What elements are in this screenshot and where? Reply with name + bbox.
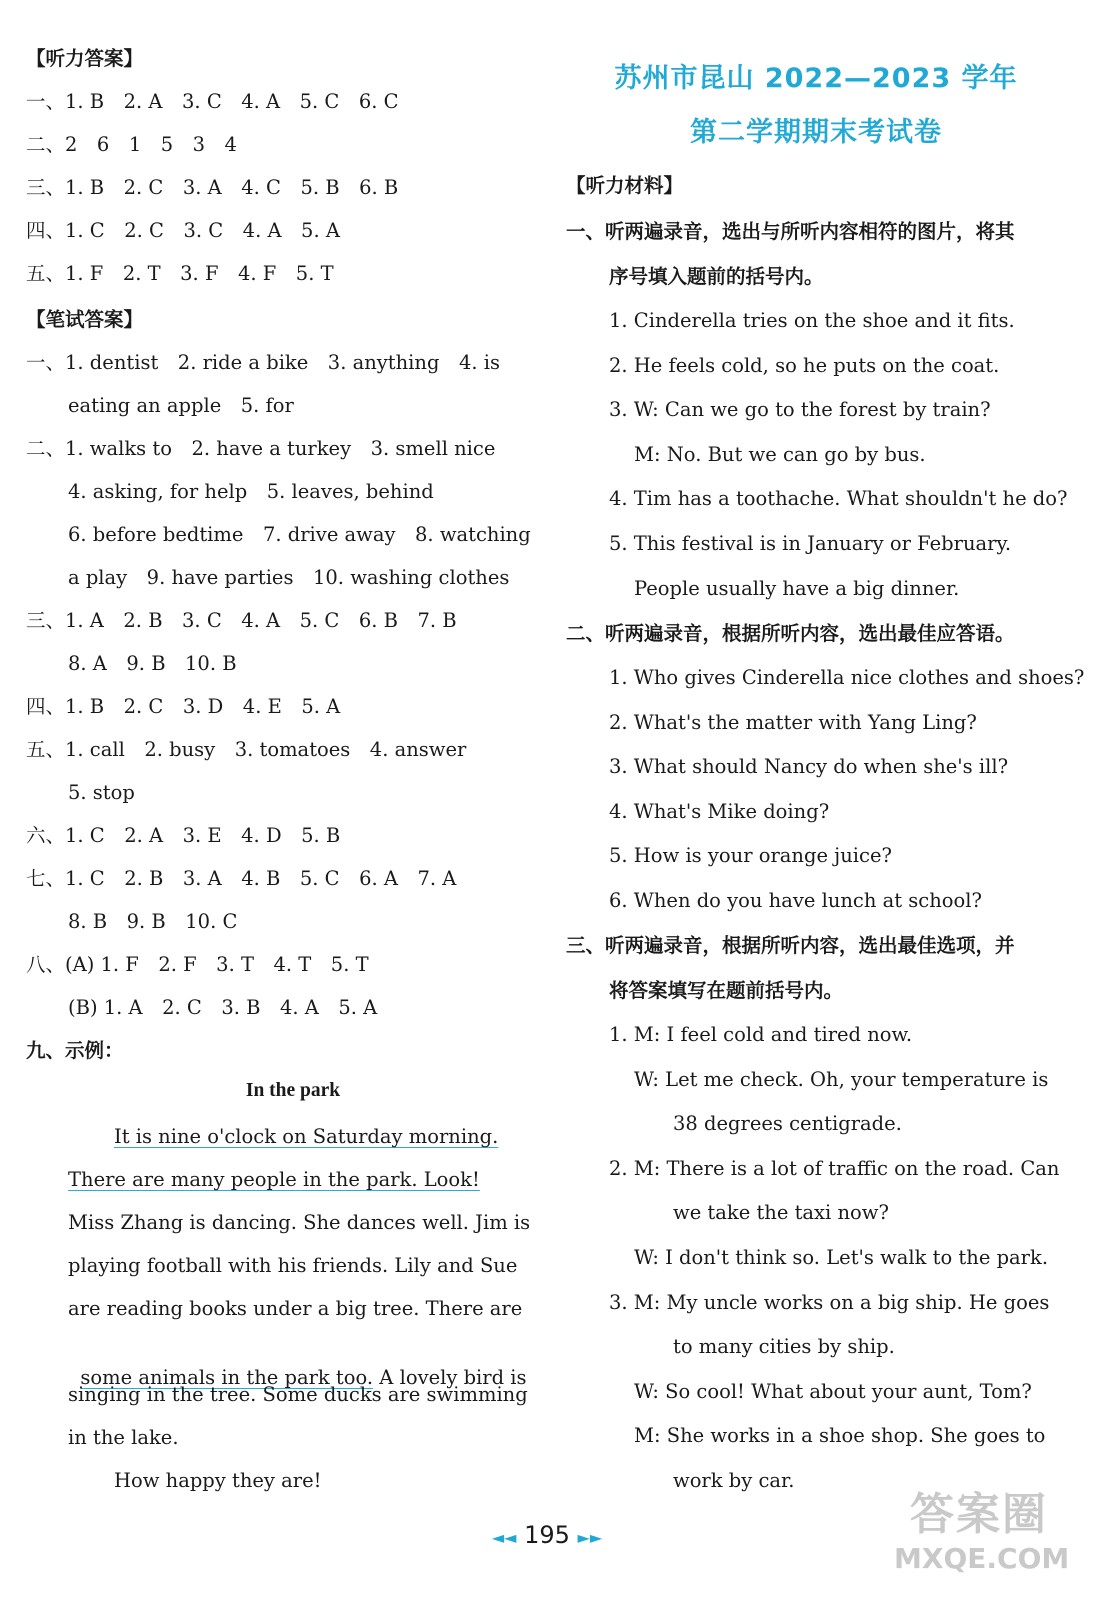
- exam-title-line1: 苏州市昆山 2022—2023 学年: [614, 63, 1018, 94]
- material-line: 2. What's the matter with Yang Ling?: [609, 711, 977, 734]
- section-instruction: 三、听两遍录音，根据所听内容，选出最佳选项，并: [566, 934, 1015, 957]
- answer-line: 4. asking, for help 5. leaves, behind: [68, 480, 434, 503]
- material-line: People usually have a big dinner.: [634, 577, 960, 600]
- answer-line: (B) 1. A 2. C 3. B 4. A 5. A: [68, 996, 378, 1019]
- material-line: 3. What should Nancy do when she's ill?: [609, 755, 1009, 778]
- answer-line: 8. A 9. B 10. B: [68, 652, 237, 675]
- answer-line: 七、1. C 2. B 3. A 4. B 5. C 6. A 7. A: [26, 867, 457, 890]
- answer-line: 六、1. C 2. A 3. E 4. D 5. B: [26, 824, 341, 847]
- answer-line: 一、1. dentist 2. ride a bike 3. anything 4. is: [26, 351, 501, 374]
- written-answers-header: 【笔试答案】: [26, 308, 144, 331]
- answer-line: 二、1. walks to 2. have a turkey 3. smell nice: [26, 437, 496, 460]
- listening-answers-header: 【听力答案】: [26, 47, 144, 70]
- answer-line: 三、1. A 2. B 3. C 4. A 5. C 6. B 7. B: [26, 609, 457, 632]
- answer-line: 四、1. B 2. C 3. D 4. E 5. A: [26, 695, 341, 718]
- answer-line: 二、2 6 1 5 3 4: [26, 133, 237, 156]
- answer-line: 一、1. B 2. A 3. C 4. A 5. C 6. C: [26, 90, 399, 113]
- essay-line: There are many people in the park. Look!: [68, 1168, 480, 1191]
- material-line: to many cities by ship.: [673, 1335, 895, 1358]
- answer-line: eating an apple 5. for: [68, 394, 294, 417]
- material-line: W: I don't think so. Let's walk to the park.: [634, 1246, 1049, 1269]
- section-instruction: 一、听两遍录音，选出与所听内容相符的图片，将其: [566, 220, 1015, 243]
- answer-line: 8. B 9. B 10. C: [68, 910, 238, 933]
- exam-title-line2: 第二学期期末考试卷: [690, 117, 942, 148]
- section-instruction: 序号填入题前的括号内。: [609, 265, 824, 288]
- material-line: 1. M: I feel cold and tired now.: [609, 1023, 913, 1046]
- material-line: 38 degrees centigrade.: [673, 1112, 902, 1135]
- answer-line: 6. before bedtime 7. drive away 8. watching: [68, 523, 531, 546]
- section-instruction: 二、听两遍录音，根据所听内容，选出最佳应答语。: [566, 622, 1015, 645]
- material-line: 5. This festival is in January or February.: [609, 532, 1012, 555]
- watermark-site-text: MXQE.COM: [894, 1542, 1070, 1575]
- material-line: we take the taxi now?: [673, 1201, 889, 1224]
- material-line: 3. W: Can we go to the forest by train?: [609, 398, 991, 421]
- answer-line: 八、(A) 1. F 2. F 3. T 4. T 5. T: [26, 953, 369, 976]
- material-line: M: She works in a shoe shop. She goes to: [634, 1424, 1046, 1447]
- answer-line: 五、1. call 2. busy 3. tomatoes 4. answer: [26, 738, 467, 761]
- material-line: W: Let me check. Oh, your temperature is: [634, 1068, 1049, 1091]
- material-line: 1. Who gives Cinderella nice clothes and shoes?: [609, 666, 1085, 689]
- essay-line: singing in the tree. Some ducks are swimming: [68, 1383, 528, 1406]
- essay-line: How happy they are!: [114, 1469, 322, 1492]
- material-line: 6. When do you have lunch at school?: [609, 889, 982, 912]
- essay-line: Miss Zhang is dancing. She dances well. Jim is: [68, 1211, 531, 1234]
- essay-line: in the lake.: [68, 1426, 179, 1449]
- essay-title: In the park: [245, 1080, 341, 1101]
- watermark-logo-text: 答案圈: [910, 1489, 1048, 1540]
- answer-line: 五、1. F 2. T 3. F 4. F 5. T: [26, 262, 334, 285]
- next-arrow-icon: ►►: [577, 1528, 603, 1547]
- answer-line: 5. stop: [68, 781, 135, 804]
- material-line: M: No. But we can go by bus.: [634, 443, 926, 466]
- materials-header: 【听力材料】: [566, 174, 684, 197]
- prev-arrow-icon: ◄◄: [491, 1528, 517, 1547]
- material-line: 4. What's Mike doing?: [609, 800, 830, 823]
- essay-text: A lovely bird is: [373, 1366, 527, 1389]
- answer-line: 四、1. C 2. C 3. C 4. A 5. A: [26, 219, 340, 242]
- answer-line: a play 9. have parties 10. washing clothes: [68, 566, 510, 589]
- material-line: W: So cool! What about your aunt, Tom?: [634, 1380, 1032, 1403]
- material-line: 3. M: My uncle works on a big ship. He goes: [609, 1291, 1050, 1314]
- essay-underlined-text: some animals in the park too.: [80, 1366, 374, 1389]
- section-instruction: 将答案填写在题前括号内。: [609, 979, 844, 1002]
- material-line: 2. He feels cold, so he puts on the coat.: [609, 354, 1000, 377]
- sample-label: 九、示例：: [26, 1039, 124, 1062]
- watermark: [894, 1478, 1070, 1588]
- material-line: work by car.: [673, 1469, 795, 1492]
- essay-line: are reading books under a big tree. There are: [68, 1297, 523, 1320]
- material-line: 5. How is your orange juice?: [609, 844, 892, 867]
- essay-line: playing football with his friends. Lily and Sue: [68, 1254, 518, 1277]
- material-line: 1. Cinderella tries on the shoe and it fits.: [609, 309, 1015, 332]
- essay-line: It is nine o'clock on Saturday morning.: [114, 1125, 499, 1148]
- material-line: 2. M: There is a lot of traffic on the road. Can: [609, 1157, 1060, 1180]
- answer-line: 三、1. B 2. C 3. A 4. C 5. B 6. B: [26, 176, 399, 199]
- page-number: 195: [524, 1521, 570, 1549]
- material-line: 4. Tim has a toothache. What shouldn't he do?: [609, 487, 1068, 510]
